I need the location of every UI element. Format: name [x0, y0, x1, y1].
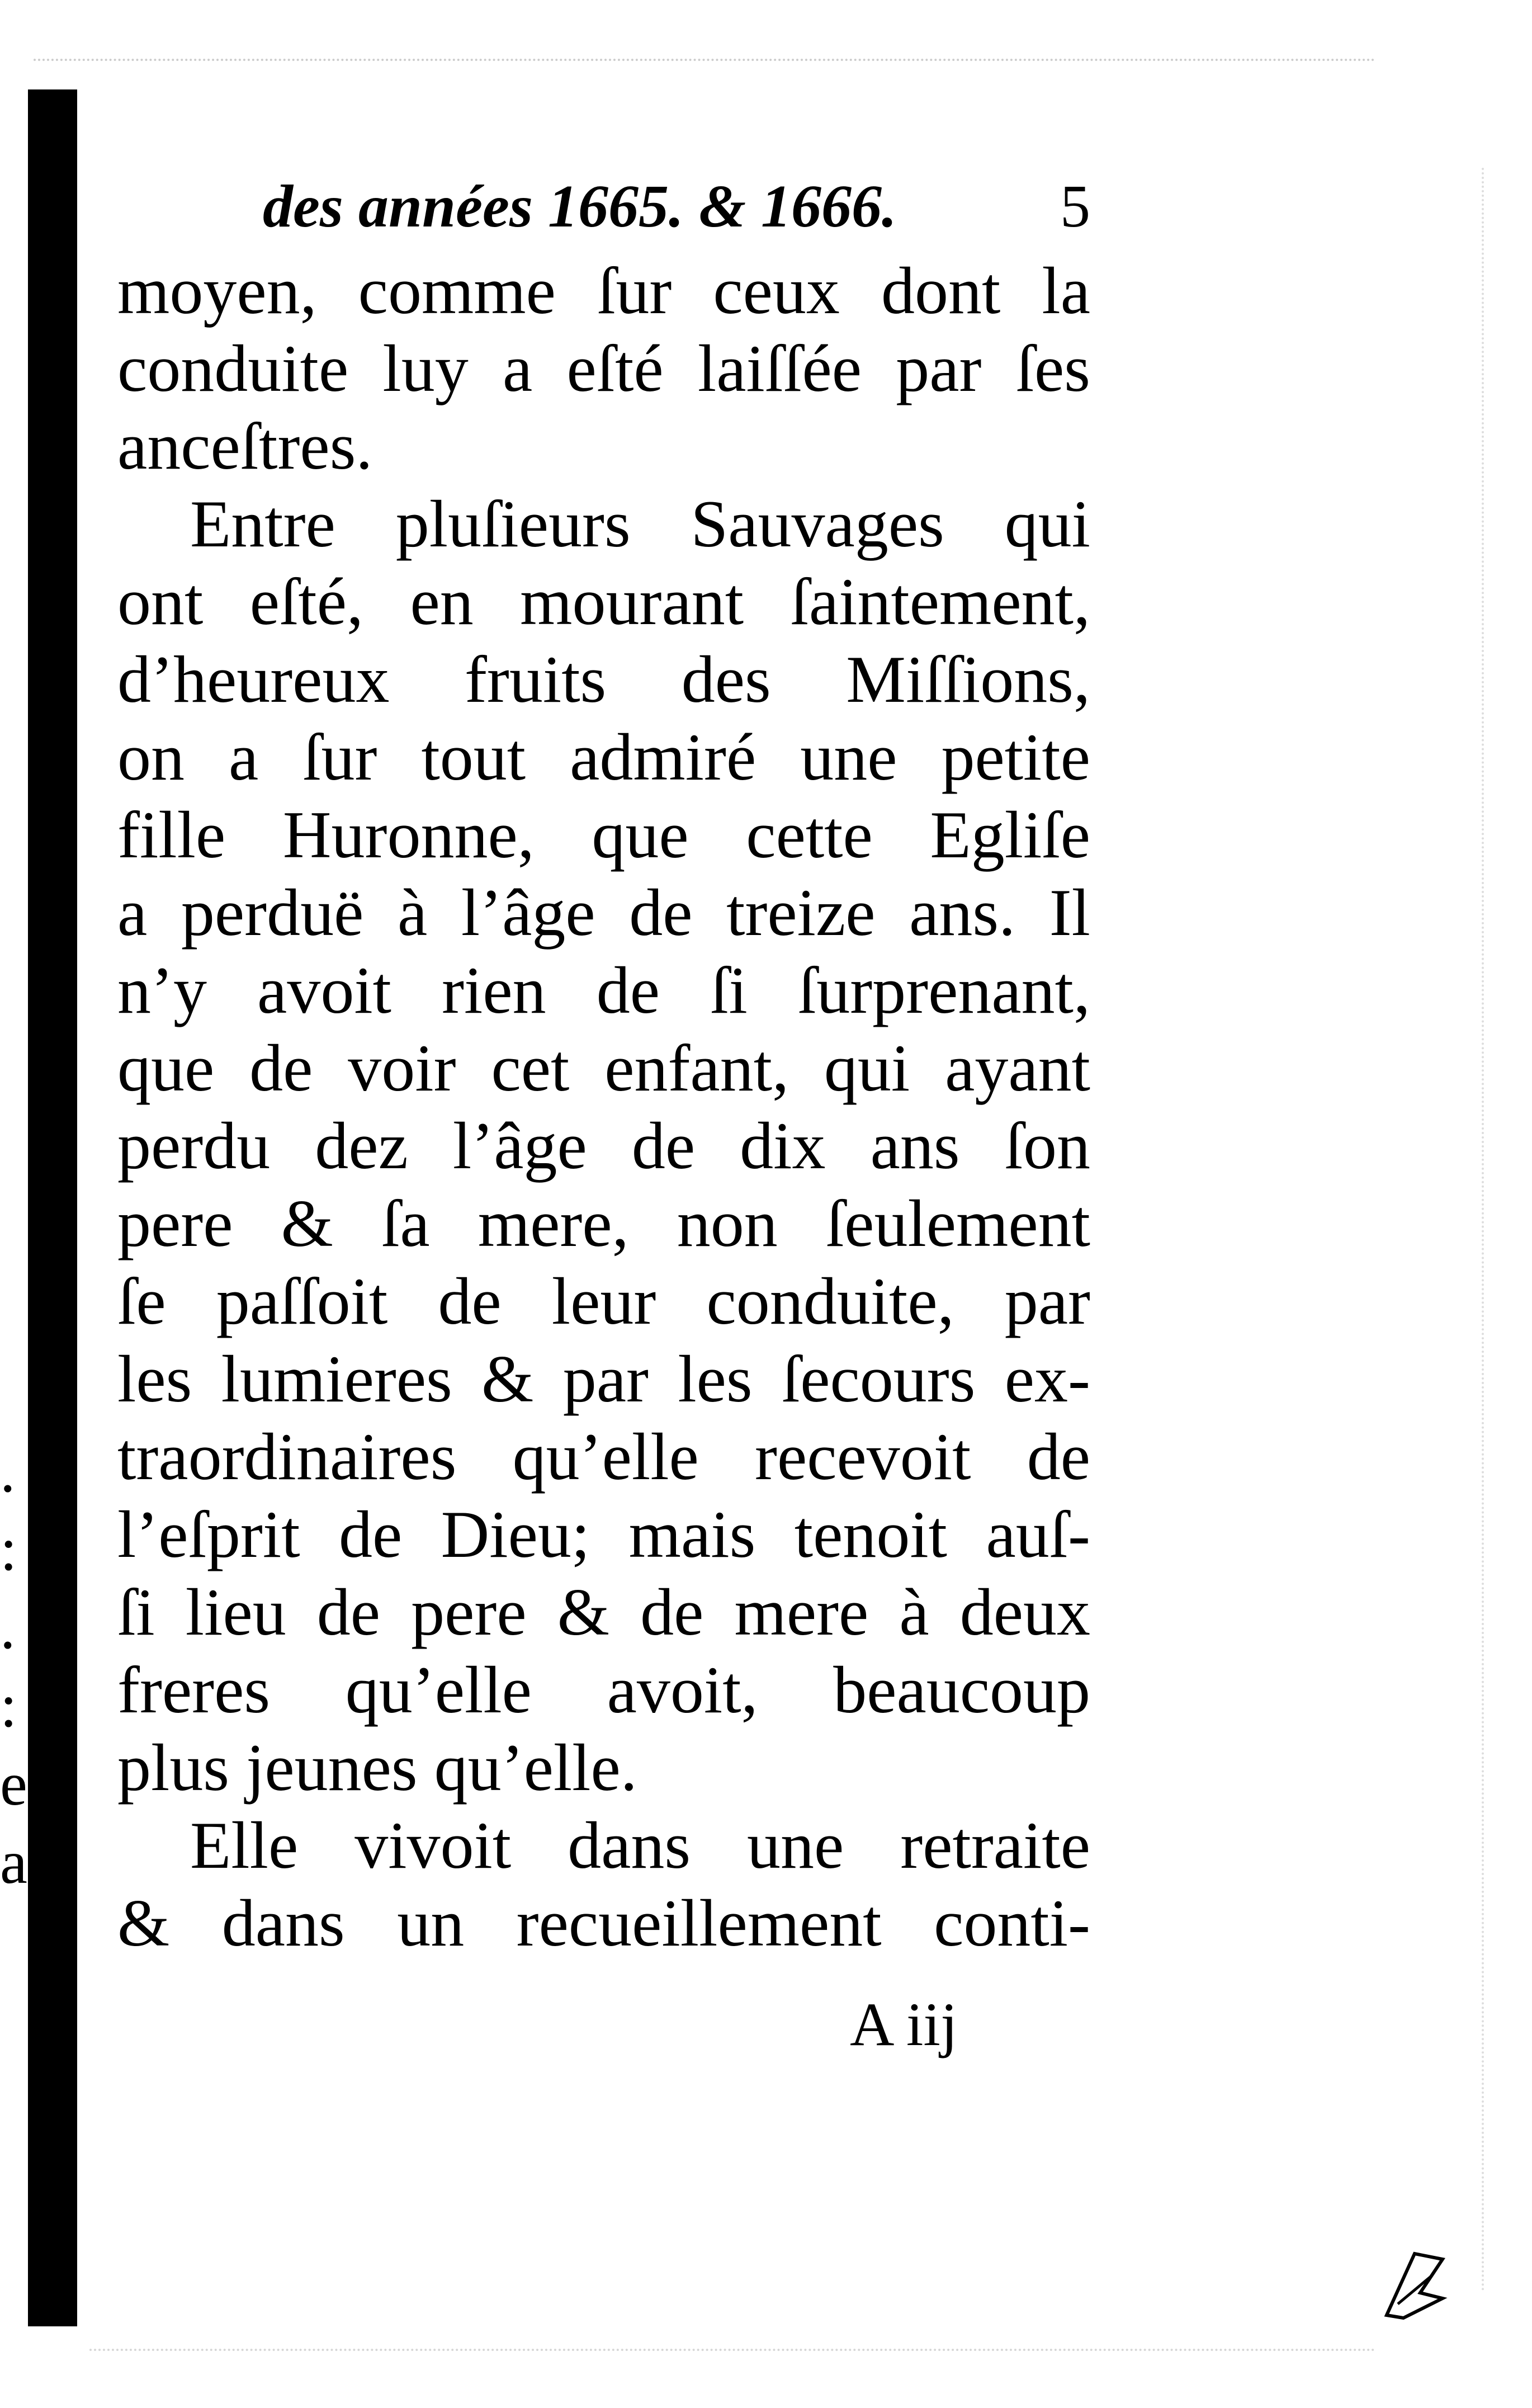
text-line: d’heureux fruits des Miſſions, [117, 642, 1090, 716]
text-line: freres qu’elle avoit, beaucoup [117, 1652, 1090, 1727]
text-line: n’y avoit rien de ſi ſurprenant, [117, 953, 1090, 1027]
text-line: & dans un recueillement conti- [117, 1886, 1090, 1960]
text-line: ont eſté, en mourant ſaintement, [117, 564, 1090, 639]
margin-fragment: . [0, 1437, 16, 1505]
page-number: 5 [1060, 173, 1090, 240]
running-header [263, 168, 1090, 246]
binding-shadow [28, 89, 77, 2326]
signature-mark: A iij [850, 1990, 958, 2058]
margin-fragment: e [0, 1750, 27, 1818]
facing-page-fragments [0, 1432, 27, 1901]
page-edge-top [34, 59, 1375, 61]
text-line: traordinaires qu’elle recevoit de [117, 1419, 1090, 1494]
corner-wear-mark [1381, 2242, 1448, 2321]
margin-fragment: : [0, 1672, 17, 1740]
text-line: Entre pluſieurs Sauvages qui [190, 487, 1090, 561]
body-text [117, 252, 1090, 1962]
text-line: les lumieres & par les ſecours ex- [117, 1342, 1090, 1416]
text-line: moyen, comme ſur ceux dont la [117, 253, 1090, 328]
running-title: des années 1665. & 1666. [263, 173, 897, 240]
page-edge-right [1482, 168, 1484, 2293]
text-line: fille Huronne, que cette Egliſe [117, 797, 1090, 872]
text-line: on a ſur tout admiré une petite [117, 720, 1090, 794]
text-line: l’eſprit de Dieu; mais tenoit auſ- [117, 1497, 1090, 1571]
text-line: pere & ſa mere, non ſeulement [117, 1186, 1090, 1260]
text-line: conduite luy a eſté laiſſée par ſes [117, 331, 1090, 405]
page-edge-bottom [89, 2349, 1375, 2351]
margin-fragment: : [0, 1515, 17, 1583]
text-line: perdu dez l’âge de dix ans ſon [117, 1108, 1090, 1183]
text-line: plus jeunes qu’elle. [117, 1730, 637, 1805]
text-line: que de voir cet enfant, qui ayant [117, 1031, 1090, 1105]
margin-fragment: . [0, 1593, 16, 1661]
text-line: ſe paſſoit de leur conduite, par [117, 1264, 1090, 1338]
text-line: ſi lieu de pere & de mere à deux [117, 1575, 1090, 1649]
margin-fragment: a [0, 1828, 27, 1896]
text-line: a perduë à l’âge de treize ans. Il [117, 875, 1090, 950]
text-line: anceſtres. [117, 409, 373, 483]
text-line: Elle vivoit dans une retraite [190, 1808, 1090, 1882]
